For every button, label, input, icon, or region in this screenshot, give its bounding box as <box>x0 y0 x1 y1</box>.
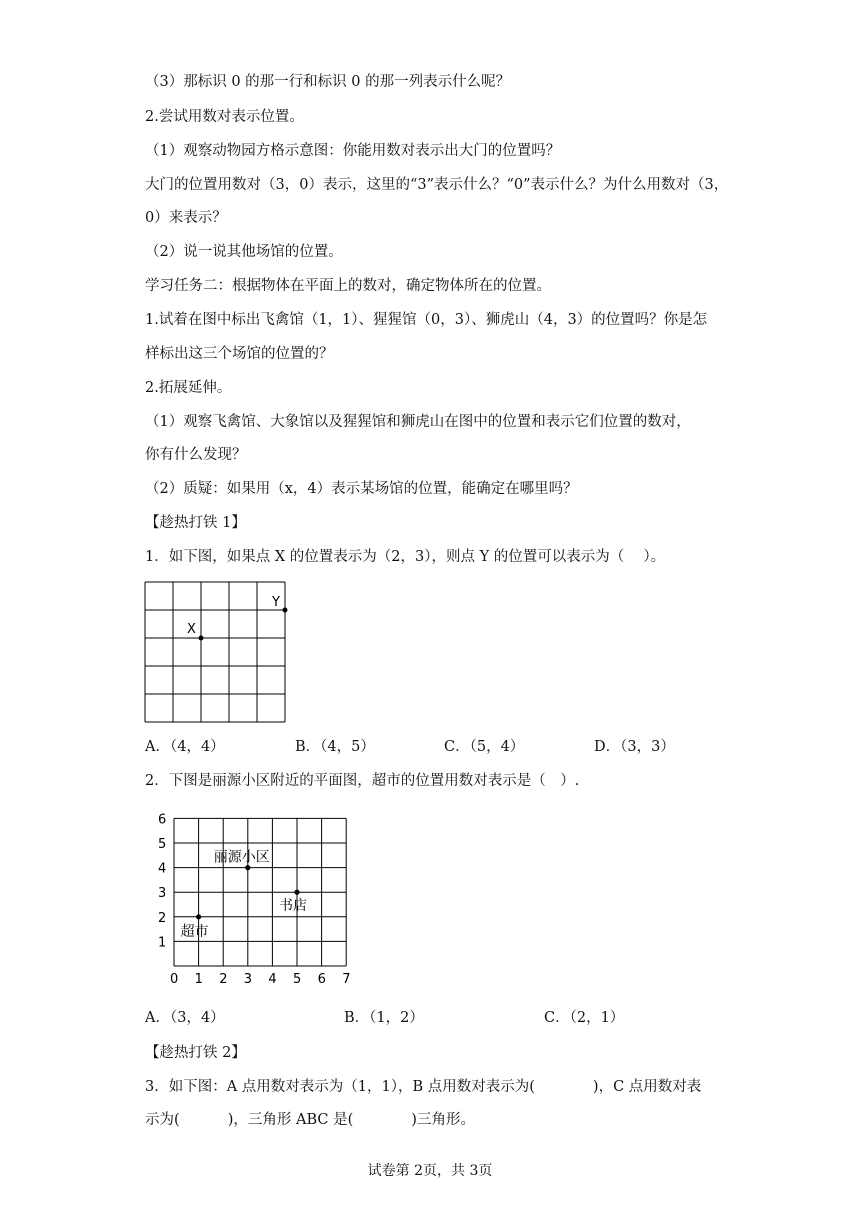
map-point-label: 丽源小区 <box>213 849 270 866</box>
point-y <box>283 608 288 613</box>
text-line: 1.试着在图中标出飞禽馆（1，1）、猩猩馆（0，3）、狮虎山（4，3）的位置吗？你是怎 <box>145 312 708 328</box>
y-tick-label: 6 <box>158 812 167 828</box>
text-line: 你有什么发现？ <box>145 447 247 463</box>
q2-option-b[interactable]: B．（1，2） <box>344 1010 424 1026</box>
page-footer: 试卷第 2页，共 3页 <box>367 1163 493 1179</box>
text-line: 0）来表示？ <box>145 210 227 226</box>
map-point <box>196 914 201 919</box>
q1-grid-figure <box>140 575 300 730</box>
y-tick-label: 3 <box>158 886 167 902</box>
q1-option-a[interactable]: A．（4，4） <box>145 739 225 755</box>
section-heading-2: 【趁热打铁 2】 <box>145 1045 246 1061</box>
question-3-line-1: 3．如下图：A 点用数对表示为（1，1），B 点用数对表示为( )，C 点用数对表 <box>145 1079 702 1095</box>
question-1-text: 1．如下图，如果点 X 的位置表示为（2，3），则点 Y 的位置可以表示为（ ）。 <box>145 549 666 565</box>
x-tick-label: 2 <box>219 972 228 985</box>
y-tick-label: 2 <box>158 910 167 926</box>
q1-option-d[interactable]: D．（3，3） <box>594 739 675 755</box>
text-line: （1）观察动物园方格示意图：你能用数对表示出大门的位置吗？ <box>145 143 561 159</box>
x-tick-label: 6 <box>317 972 326 985</box>
x-tick-label: 4 <box>268 972 277 985</box>
point-x <box>199 636 204 641</box>
x-tick-label: 5 <box>293 972 302 985</box>
q1-grid-lines <box>145 582 285 722</box>
y-tick-label: 1 <box>158 935 167 951</box>
map-point <box>245 865 250 870</box>
map-point <box>294 890 299 895</box>
text-line: 学习任务二：根据物体在平面上的数对，确定物体所在的位置。 <box>145 278 551 294</box>
y-tick-label: 5 <box>158 837 167 852</box>
section-heading: 【趁热打铁 1】 <box>145 515 246 531</box>
text-line: （1）观察飞禽馆、大象馆以及猩猩馆和狮虎山在图中的位置和表示它们位置的数对， <box>145 414 691 430</box>
question-2-text: 2．下图是丽源小区附近的平面图，超市的位置用数对表示是（ ）. <box>145 773 580 789</box>
q1-option-b[interactable]: B．（4，5） <box>295 739 375 755</box>
q2-points <box>181 850 307 940</box>
y-tick-label: 4 <box>158 861 167 877</box>
text-line: （2）说一说其他场馆的位置。 <box>145 244 343 260</box>
text-line: 2.尝试用数对表示位置。 <box>145 109 304 125</box>
map-point-label: 超市 <box>180 923 209 940</box>
text-line: 样标出这三个场馆的位置的？ <box>145 346 334 362</box>
text-line: （3）那标识 0 的那一行和标识 0 的那一列表示什么呢？ <box>145 74 511 90</box>
question-3-line-2: 示为( )，三角形 ABC 是( )三角形。 <box>145 1112 475 1128</box>
point-y-label: Y <box>272 595 280 610</box>
q2-option-a[interactable]: A．（3，4） <box>145 1010 225 1026</box>
q2-option-c[interactable]: C．（2，1） <box>544 1010 625 1026</box>
x-tick-label: 3 <box>243 972 253 985</box>
x-tick-label: 7 <box>342 972 351 985</box>
text-line: 大门的位置用数对（3，0）表示，这里的“3”表示什么？“0”表示什么？为什么用数对（3， <box>145 177 729 193</box>
x-tick-label: 1 <box>194 972 203 985</box>
point-x-label: X <box>187 622 196 637</box>
q1-option-c[interactable]: C．（5，4） <box>444 739 525 755</box>
x-tick-label: 0 <box>170 972 179 985</box>
text-line: 2.拓展延伸。 <box>145 380 232 396</box>
map-point-label: 书店 <box>279 898 307 915</box>
q2-grid-lines <box>174 818 346 966</box>
q2-map-chart <box>150 805 360 985</box>
text-line: （2）质疑：如果用（x，4）表示某场馆的位置，能确定在哪里吗？ <box>145 481 578 497</box>
